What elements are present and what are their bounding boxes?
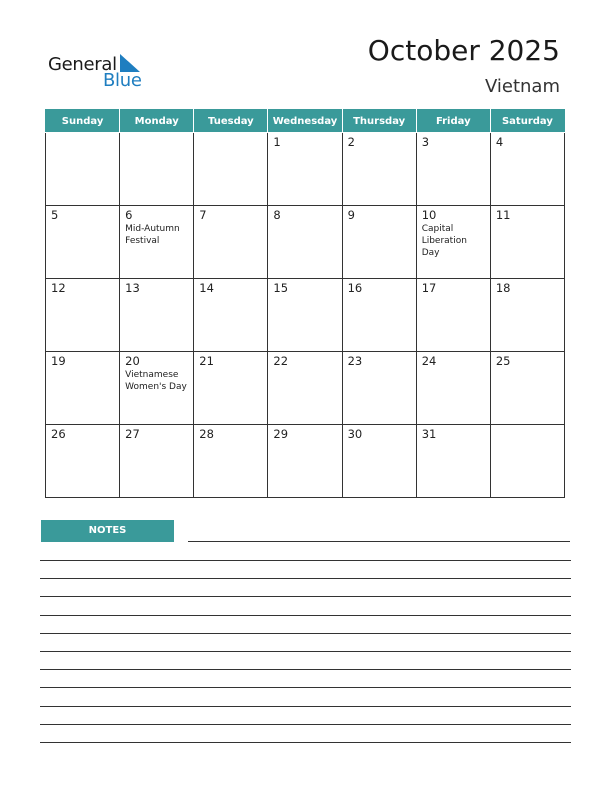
brand-logo <box>48 52 158 92</box>
holiday-label: Capital Liberation Day <box>421 224 467 258</box>
weekday-header-friday: Friday <box>416 110 490 133</box>
notes-line <box>40 724 571 725</box>
calendar-week-row <box>46 279 565 352</box>
day-number: 2 <box>347 135 355 149</box>
calendar-day-cell <box>490 279 564 352</box>
day-number: 24 <box>421 354 437 368</box>
country-name: Vietnam <box>484 76 560 97</box>
notes-line <box>40 633 571 634</box>
day-number: 10 <box>421 208 437 222</box>
notes-line <box>40 651 571 652</box>
day-number: 16 <box>347 281 363 295</box>
calendar-day-cell <box>416 206 490 279</box>
calendar-week-row <box>46 206 565 279</box>
notes-line <box>40 578 571 579</box>
day-number: 11 <box>495 208 511 222</box>
calendar-day-cell <box>46 133 120 206</box>
calendar-day-cell <box>490 425 564 498</box>
calendar-week-row <box>46 352 565 425</box>
calendar-day-cell <box>268 206 342 279</box>
day-number: 27 <box>125 427 140 441</box>
calendar-day-cell <box>194 425 268 498</box>
calendar-day-cell <box>490 352 564 425</box>
day-number: 14 <box>199 281 214 295</box>
day-number: 3 <box>421 135 430 149</box>
day-number: 23 <box>347 354 363 368</box>
calendar-day-cell <box>46 352 120 425</box>
weekday-header-monday: Monday <box>120 110 194 133</box>
day-number: 1 <box>273 135 281 149</box>
calendar-day-cell <box>194 352 268 425</box>
calendar-day-cell <box>490 206 564 279</box>
logo-text-general: General <box>48 54 117 75</box>
notes-line <box>40 669 571 670</box>
calendar-day-cell <box>46 425 120 498</box>
logo-text-blue: Blue <box>103 70 142 91</box>
calendar-day-cell <box>268 133 342 206</box>
day-number: 22 <box>273 354 289 368</box>
day-number: 29 <box>273 427 289 441</box>
day-number: 8 <box>273 208 281 222</box>
weekday-header-thursday: Thursday <box>342 110 416 133</box>
weekday-header-wednesday: Wednesday <box>268 110 342 133</box>
day-number: 26 <box>51 427 66 441</box>
calendar-day-cell <box>268 279 342 352</box>
day-number: 9 <box>347 208 355 222</box>
day-number: 25 <box>495 354 511 368</box>
notes-line <box>40 706 571 707</box>
day-number: 7 <box>199 208 207 222</box>
calendar-day-cell <box>268 425 342 498</box>
calendar-week-row <box>46 133 565 206</box>
notes-line <box>40 742 571 743</box>
calendar-day-cell <box>268 352 342 425</box>
calendar-day-cell <box>416 279 490 352</box>
day-number: 6 <box>125 208 133 222</box>
day-number: 17 <box>421 281 437 295</box>
day-number: 5 <box>51 208 59 222</box>
calendar-day-cell <box>342 352 416 425</box>
notes-line <box>40 560 571 561</box>
notes-line <box>40 615 571 616</box>
calendar-day-cell <box>120 206 194 279</box>
day-number: 12 <box>51 281 66 295</box>
calendar-day-cell <box>120 279 194 352</box>
calendar-grid <box>45 109 565 498</box>
calendar-day-cell <box>416 352 490 425</box>
calendar-day-cell <box>194 133 268 206</box>
notes-line <box>40 687 571 688</box>
day-number: 20 <box>125 354 140 368</box>
day-number: 13 <box>125 281 140 295</box>
weekday-header-row <box>46 110 565 133</box>
calendar-day-cell <box>416 425 490 498</box>
day-number: 15 <box>273 281 289 295</box>
calendar-day-cell <box>416 133 490 206</box>
calendar-day-cell <box>120 133 194 206</box>
calendar-day-cell <box>194 206 268 279</box>
calendar-day-cell <box>120 425 194 498</box>
calendar-day-cell <box>342 206 416 279</box>
holiday-label: Vietnamese Women's Day <box>125 370 187 392</box>
weekday-header-sunday: Sunday <box>46 110 120 133</box>
calendar-day-cell <box>194 279 268 352</box>
calendar-week-row <box>46 425 565 498</box>
calendar-body <box>46 133 565 498</box>
day-number: 31 <box>421 427 437 441</box>
calendar-day-cell <box>342 279 416 352</box>
notes-line <box>188 541 570 542</box>
weekday-header-tuesday: Tuesday <box>194 110 268 133</box>
calendar-day-cell <box>342 133 416 206</box>
calendar-day-cell <box>46 279 120 352</box>
page-title: October 2025 <box>367 34 560 67</box>
notes-line <box>40 596 571 597</box>
day-number: 4 <box>495 135 504 149</box>
holiday-label: Mid-Autumn Festival <box>125 224 180 246</box>
calendar-day-cell <box>490 133 564 206</box>
calendar-day-cell <box>46 206 120 279</box>
day-number: 21 <box>199 354 214 368</box>
day-number: 19 <box>51 354 66 368</box>
notes-label: NOTES <box>41 520 174 542</box>
calendar-day-cell <box>120 352 194 425</box>
day-number: 28 <box>199 427 214 441</box>
weekday-header-saturday: Saturday <box>490 110 564 133</box>
day-number: 30 <box>347 427 363 441</box>
day-number: 18 <box>495 281 511 295</box>
calendar-day-cell <box>342 425 416 498</box>
